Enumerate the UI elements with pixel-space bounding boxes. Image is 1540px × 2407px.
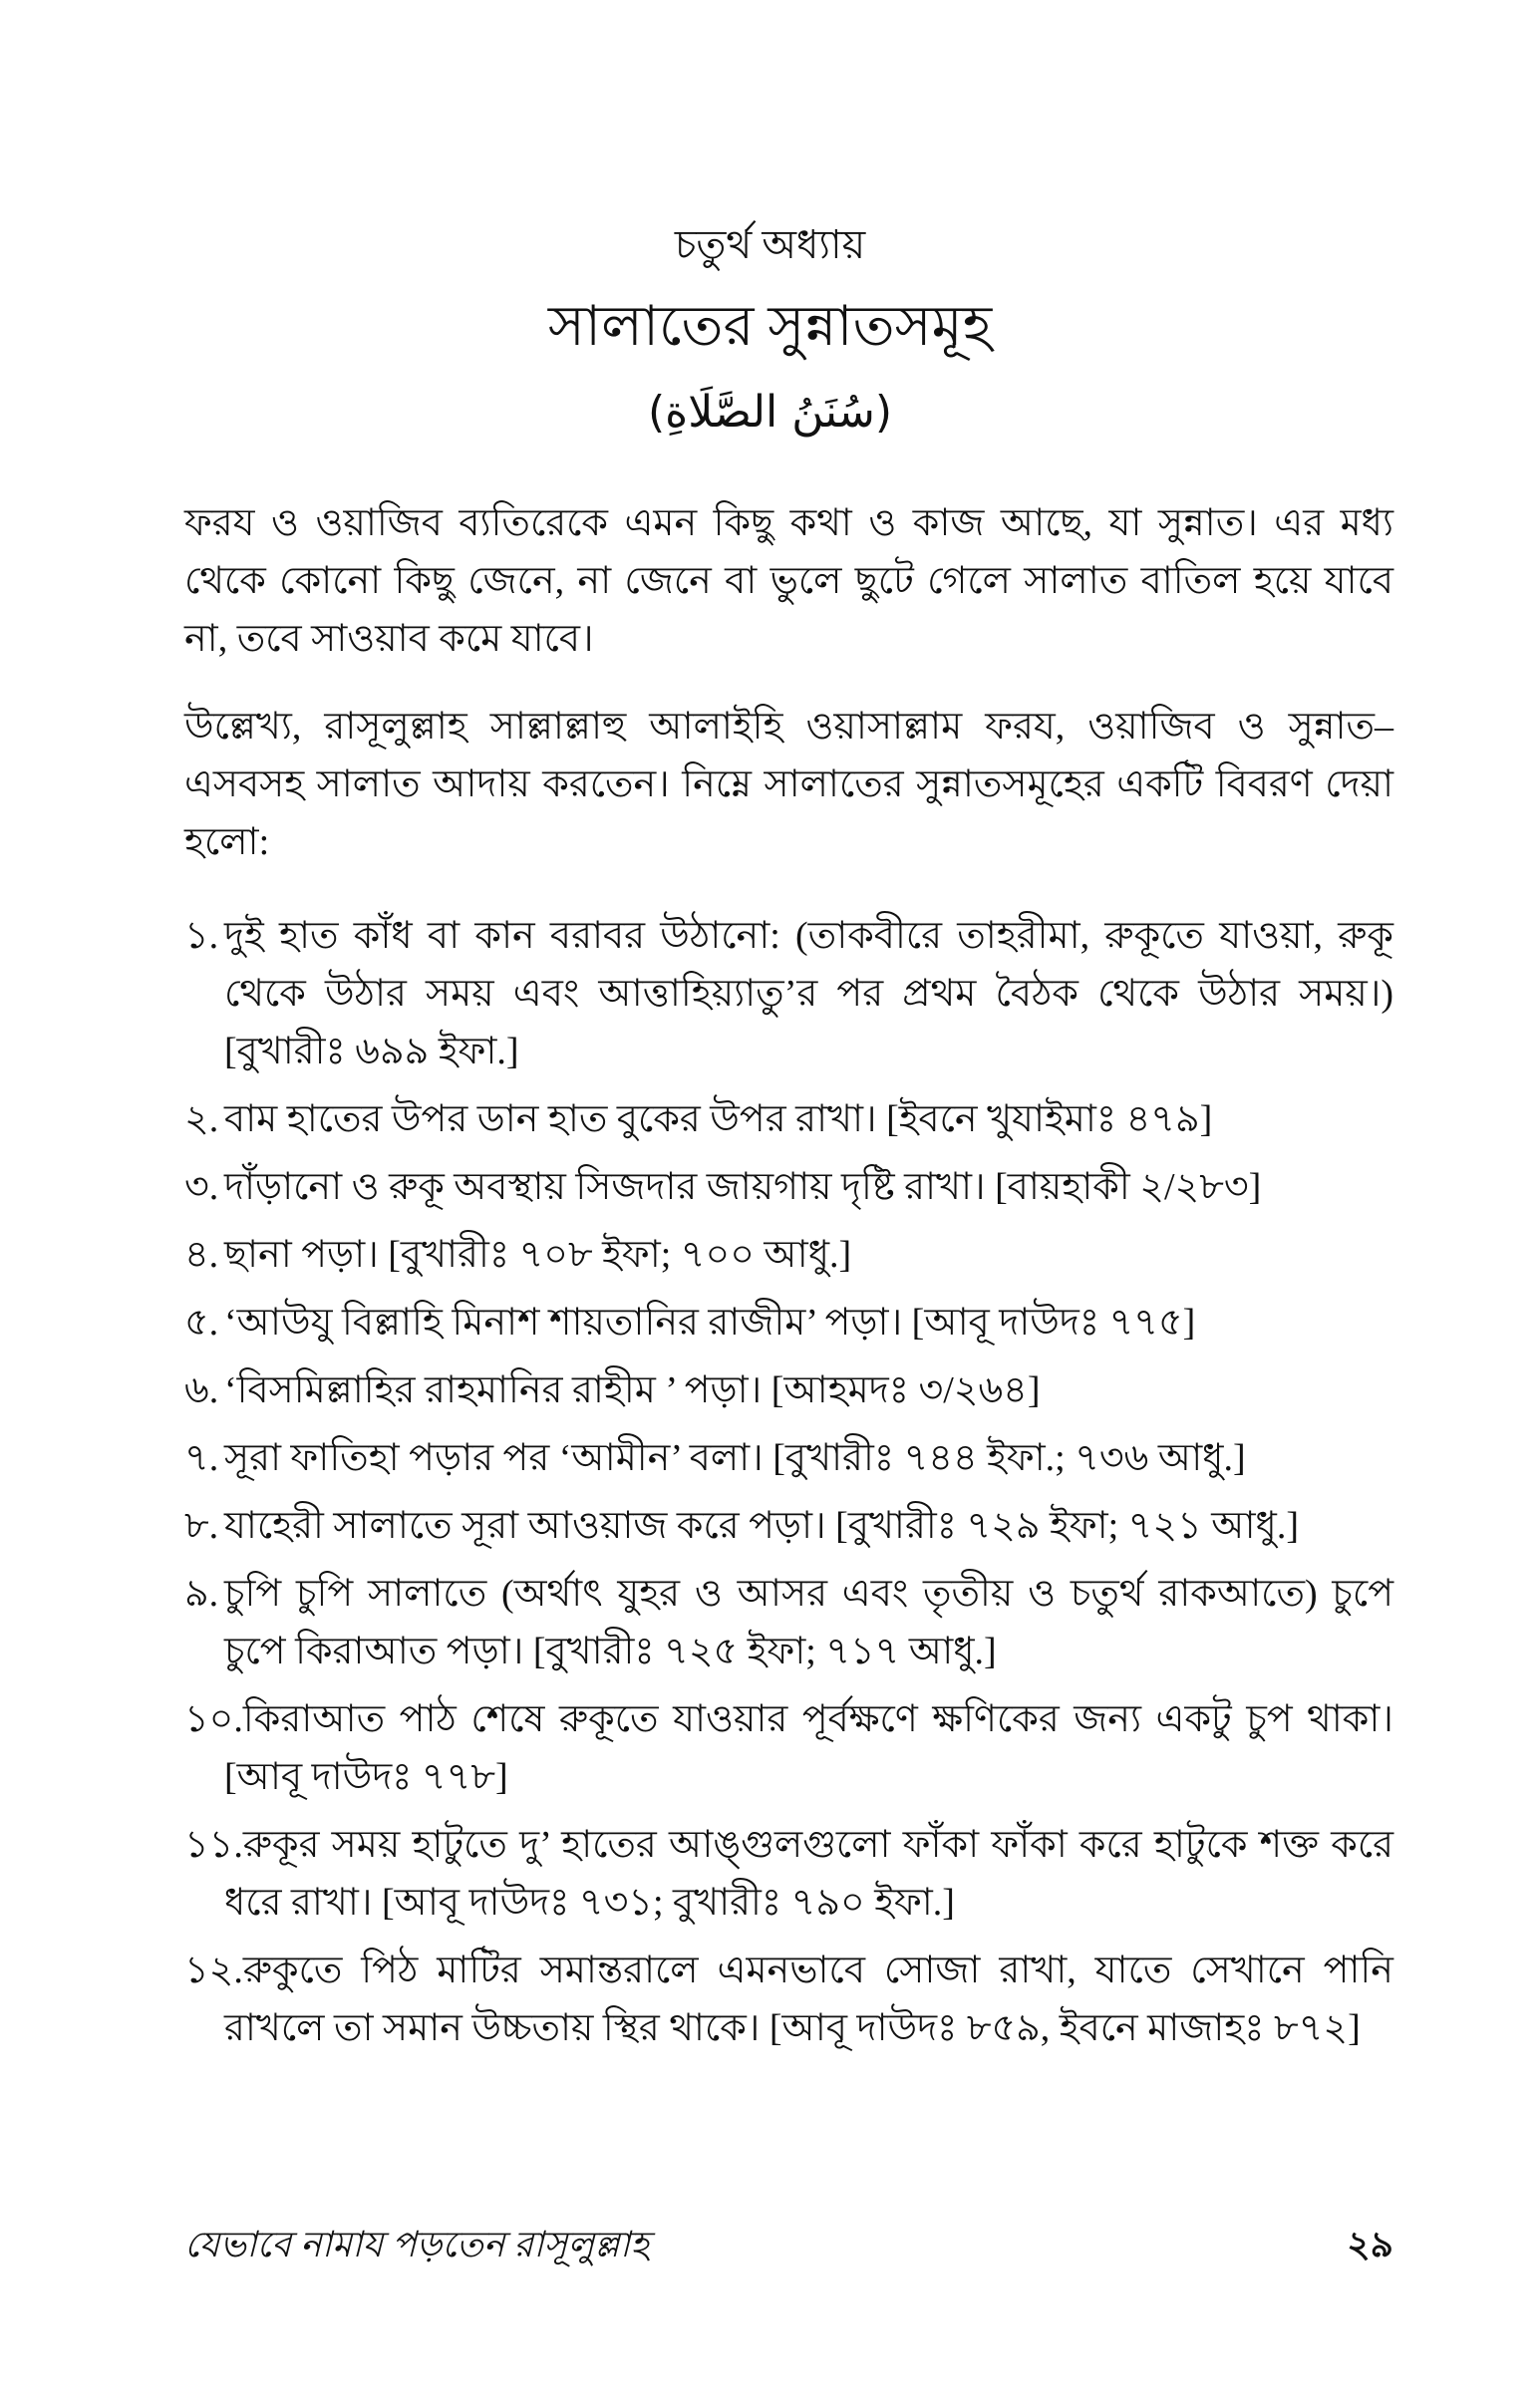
list-item-text: ছানা পড়া। [বুখারীঃ ৭০৮ ইফা; ৭০০ আধু.] <box>224 1234 852 1276</box>
list-item <box>184 907 1393 1080</box>
list-item <box>184 1816 1393 1932</box>
list-item <box>184 1497 1393 1555</box>
list-item-text: দুই হাত কাঁধ বা কান বরাবর উঠানো: (তাকবীরে তাহরীমা, রুকূতে যাওয়া, রুকূ থেকে উঠার সময় এবং আত্তাহিয়্যাতু’র পর প্রথম বৈঠক থেকে উঠার সময়।) [বুখারীঃ ৬৯৯ ইফা.] <box>224 915 1393 1072</box>
chapter-title: সালাতের সুন্নাতসমূহ <box>547 296 993 358</box>
list-item <box>184 1361 1393 1419</box>
page-number: ২৯ <box>1347 2225 1393 2264</box>
list-item-number: ১২. <box>184 1950 243 1991</box>
list-item <box>184 1942 1393 2057</box>
list-item-number: ১০. <box>184 1698 243 1740</box>
list-item-text: যাহেরী সালাতে সূরা আওয়াজ করে পড়া। [বুখারীঃ ৭২৯ ইফা; ৭২১ আধু.] <box>224 1505 1300 1547</box>
page-body <box>184 494 1393 2067</box>
list-item-text: ‘আউযু বিল্লাহি মিনাশ শায়তানির রাজীম’ পড়া। [আবূ দাউদঃ ৭৭৫] <box>224 1302 1196 1344</box>
list-item-number: ৩. <box>184 1166 219 1208</box>
list-item-text: বাম হাতের উপর ডান হাত বুকের উপর রাখা। [ইবনে খুযাইমাঃ ৪৭৯] <box>224 1098 1213 1140</box>
arabic-title: (سُنَنُ الصَّلَاةِ) <box>647 387 893 438</box>
running-book-title: যেভাবে নামায পড়তেন রাসূলুল্লাহ <box>184 2225 650 2264</box>
list-item-number: ৭. <box>184 1437 219 1479</box>
list-item-text: রুকূর সময় হাটুতে দু’ হাতের আঙ্গুলগুলো ফাঁকা ফাঁকা করে হাটুকে শক্ত করে ধরে রাখা। [আবূ দাউদঃ ৭৩১; বুখারীঃ ৭৯০ ইফা.] <box>224 1824 1393 1924</box>
list-item <box>184 1158 1393 1216</box>
list-item-number: ৯. <box>184 1573 219 1615</box>
list-item-text: ‘বিসমিল্লাহির রাহমানির রাহীম ’ পড়া। [আহমদঃ ৩/২৬৪] <box>224 1369 1041 1411</box>
sunnah-list <box>184 907 1393 2057</box>
list-item <box>184 1226 1393 1284</box>
list-item <box>184 1690 1393 1806</box>
list-item-text: রুকুতে পিঠ মাটির সমান্তরালে এমনভাবে সোজা রাখা, যাতে সেখানে পানি রাখলে তা সমান উচ্চতায় স্থির থাকে। [আবূ দাউদঃ ৮৫৯, ইবনে মাজাহঃ ৮৭২] <box>224 1950 1393 2049</box>
page-footer <box>184 2215 1393 2274</box>
chapter-label: চতুর্থ অধ্যায় <box>674 222 866 267</box>
list-item-number: ৫. <box>184 1302 219 1344</box>
list-item-number: ৪. <box>184 1234 219 1276</box>
list-item-number: ৮. <box>184 1505 219 1547</box>
list-item-text: সূরা ফাতিহা পড়ার পর ‘আমীন’ বলা। [বুখারীঃ ৭৪৪ ইফা.; ৭৩৬ আধু.] <box>224 1437 1246 1479</box>
list-item-text: কিরাআত পাঠ শেষে রুকূতে যাওয়ার পূর্বক্ষণে ক্ষণিকের জন্য একটু চুপ থাকা। [আবূ দাউদঃ ৭৭৮] <box>224 1698 1393 1798</box>
list-item-number: ৬. <box>184 1369 219 1411</box>
intro-paragraph: ফরয ও ওয়াজিব ব্যতিরেকে এমন কিছু কথা ও কাজ আছে, যা সুন্নাত। এর মধ্য থেকে কোনো কিছু জেনে, না জেনে বা ভুলে ছুটে গেলে সালাত বাতিল হয়ে যাবে না, তবে সাওয়াব কমে যাবে। <box>184 502 1393 660</box>
list-item-number: ২. <box>184 1098 219 1140</box>
list-item <box>184 1565 1393 1680</box>
list-item <box>184 1090 1393 1148</box>
list-item-text: দাঁড়ানো ও রুকূ অবস্থায় সিজদার জায়গায় দৃষ্টি রাখা। [বায়হাকী ২/২৮৩] <box>224 1166 1262 1208</box>
list-item <box>184 1429 1393 1487</box>
list-item-number: ১. <box>184 915 219 957</box>
note-paragraph: উল্লেখ্য, রাসূলুল্লাহ সাল্লাল্লাহু আলাইহি ওয়াসাল্লাম ফরয, ওয়াজিব ও সুন্নাত–এসবসহ সালাত আদায় করতেন। নিম্নে সালাতের সুন্নাতসমূহের একটি বিবরণ দেয়া হলো: <box>184 706 1393 863</box>
list-item-text: চুপি চুপি সালাতে (অর্থাৎ যুহর ও আসর এবং তৃতীয় ও চতুর্থ রাকআতে) চুপে চুপে কিরাআত পড়া। [বুখারীঃ ৭২৫ ইফা; ৭১৭ আধু.] <box>224 1573 1393 1672</box>
list-item <box>184 1294 1393 1352</box>
list-item-number: ১১. <box>184 1824 243 1866</box>
